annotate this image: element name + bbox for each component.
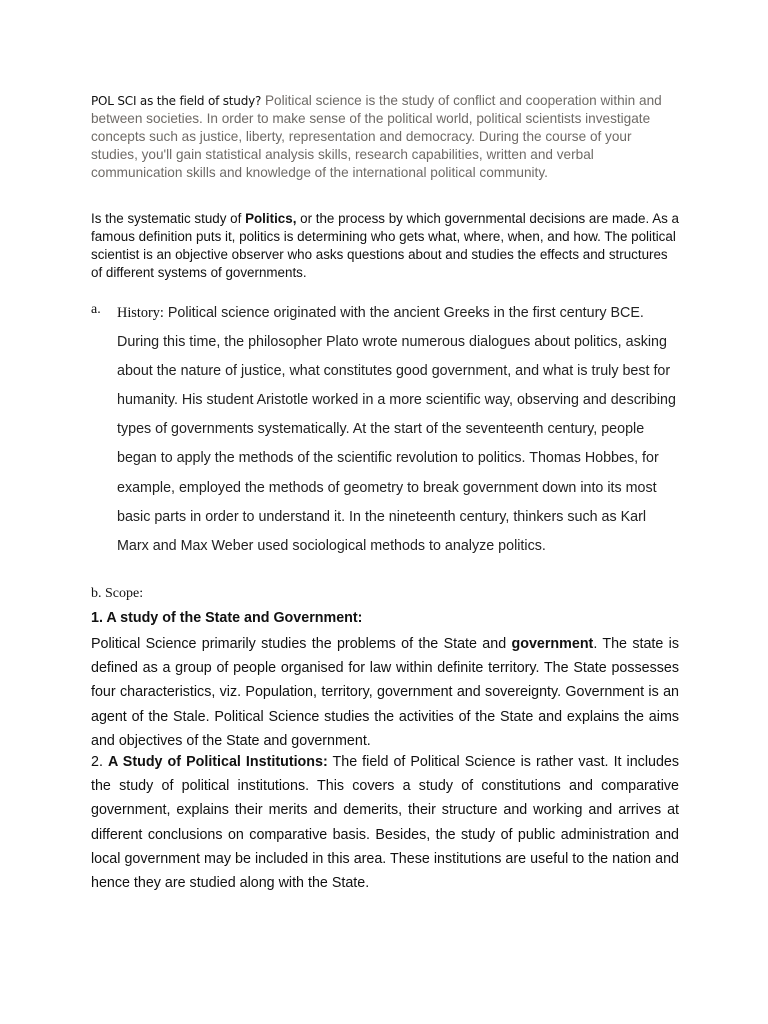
history-lead: History: (117, 305, 164, 321)
history-body (117, 299, 681, 561)
section1-pre: Political Science primarily studies the problems of the State and (91, 636, 512, 652)
intro-paragraph (91, 92, 681, 182)
section1-paragraph (91, 632, 679, 753)
section1-heading: 1. A study of the State and Government: (91, 610, 363, 626)
definition-post: or the process by which governmental decisions are made. As a famous definition puts it, politics is determining who gets what, where, when, and how. The political scientist is an objective observer who asks questions about and studies the effects and structures of different systems of governments. (91, 211, 679, 280)
section2-bold: A Study of Political Institutions: (107, 754, 328, 770)
section1-bold: government (511, 636, 594, 652)
section1-post: . The state is defined as a group of people organised for law within definite territory. The State possesses four characteristics, viz. Population, territory, government and sovereignty. Government is an agent of the Stale. Political Science studies the activities of the State and explains the aims and objectives of the State and government. (91, 636, 679, 749)
definition-paragraph (91, 210, 681, 282)
intro-heading: POL SCI as the field of study? (91, 94, 262, 108)
history-marker: a. (91, 302, 101, 317)
definition-pre: Is the systematic study of (91, 211, 246, 226)
section2-paragraph (91, 750, 679, 895)
section2-number: 2. (91, 754, 108, 770)
definition-bold: Politics, (245, 211, 297, 226)
intro-text: Political science is the study of conflict and cooperation within and between societies. In order to make sense of the political world, political scientists investigate concepts such as justice, liberty, representation and democracy. During the course of your studies, you'll gain statistical analysis skills, research capabilities, written and verbal communication skills and knowledge of the international political community. (91, 93, 662, 180)
scope-label: b. Scope: (91, 586, 144, 601)
section2-post: The field of Political Science is rather vast. It includes the study of political institutions. This covers a study of constitutions and comparative government, explains their merits and demerits, their structure and working and arrives at different conclusions on comparative basis. Besides, the study of public administration and local government may be included in this area. These institutions are useful to the nation and hence they are studied along with the State. (91, 754, 679, 892)
history-text: Political science originated with the ancient Greeks in the first century BCE. During this time, the philosopher Plato wrote numerous dialogues about politics, asking about the nature of justice, what constitutes good government, and what is truly best for humanity. His student Aristotle worked in a more scientific way, observing and describing types of governments systematically. At the start of the seventeenth century, people began to apply the methods of the scientific revolution to politics. Thomas Hobbes, for example, employed the methods of geometry to break government down into its most basic parts in order to understand it. In the nineteenth century, thinkers such as Karl Marx and Max Weber used sociological methods to analyze politics. (117, 305, 676, 554)
